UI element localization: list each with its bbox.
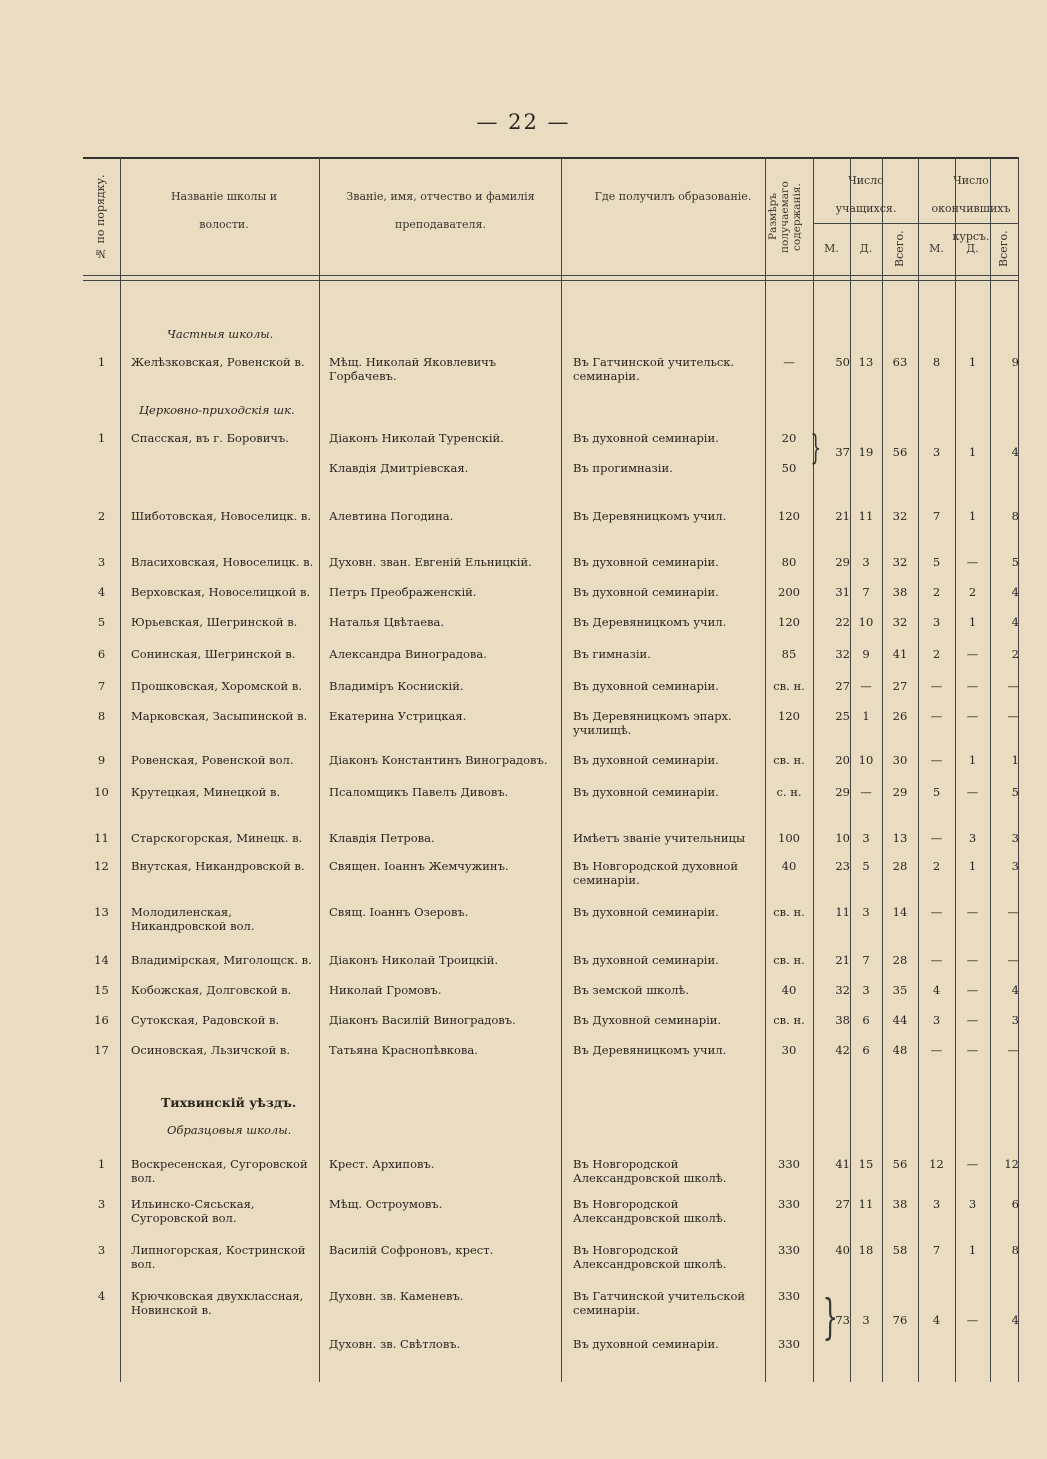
cell-gm: 4: [932, 983, 941, 997]
header-students-d: Д.: [859, 242, 873, 255]
cell-t: 14: [892, 905, 908, 919]
cell-school: Внутская, Никандровской в.: [131, 859, 305, 873]
cell-t: 32: [892, 509, 908, 523]
cell-d: 10: [858, 615, 874, 629]
cell-gd: —: [966, 555, 979, 569]
cell-teacher: Діаконъ Николай Троицкій.: [329, 953, 499, 967]
cell-num: 4: [97, 1289, 106, 1303]
cell-edu: Въ духовной семинаріи.: [573, 953, 719, 967]
cell-t: 38: [892, 585, 908, 599]
cell-gd: —: [966, 1013, 979, 1027]
cell-teacher: Екатерина Устрицкая.: [329, 709, 467, 723]
cell-edu: Въ Новгородской Александровской школѣ.: [573, 1157, 727, 1185]
cell-t: 28: [892, 953, 908, 967]
cell-teacher: Василій Софроновъ, крест.: [329, 1243, 494, 1257]
cell-d: —: [860, 785, 872, 799]
cell-teacher: Алевтина Погодина.: [329, 509, 454, 523]
cell-edu: Въ духовной семинаріи.: [573, 679, 719, 693]
cell-gd: —: [966, 953, 979, 967]
cell-num: 3: [97, 1197, 106, 1211]
header-graduates: Число окончившихъ курсъ.: [931, 174, 1011, 243]
cell-d: 5: [862, 859, 870, 873]
cell-gt: —: [1007, 905, 1019, 919]
cell-edu: Въ Гатчинской учительск. семинаріи.: [573, 355, 735, 383]
cell-num: 14: [94, 953, 109, 967]
cell-school: Осиновская, Льзичской в.: [131, 1043, 291, 1057]
cell-num: 12: [94, 859, 109, 873]
section-private: Частныя школы.: [167, 327, 274, 341]
cell-gm: 3: [932, 615, 941, 629]
cell-salary: св. н.: [773, 905, 805, 919]
cell-salary: —: [783, 355, 795, 369]
table: [83, 157, 1019, 1382]
header-graduates-m: М.: [929, 242, 944, 255]
cell-gm: 3: [932, 1197, 941, 1211]
cell-gm: —: [930, 953, 943, 967]
cell-teacher: Владиміръ Коснискій.: [329, 679, 464, 693]
cell-teacher: Александра Виноградова.: [329, 647, 487, 661]
cell-edu: Въ земской школѣ.: [573, 983, 690, 997]
cell-num: 1: [97, 431, 106, 445]
cell-school: Воскресенская, Сугоровской вол.: [131, 1157, 308, 1185]
cell-gd: —: [966, 647, 979, 661]
cell-gt: 2: [1011, 647, 1019, 661]
cell-edu: Въ Новгородской духовной семинаріи.: [573, 859, 739, 887]
cell-school: Власиховская, Новоселицк. в.: [131, 555, 314, 569]
cell-teacher: Духовн. зван. Евгеній Ельницкій.: [329, 555, 532, 569]
header-students: Число учащихся.: [835, 174, 897, 215]
header-salary: Размѣръ получаемаго содержанія.: [767, 181, 803, 253]
cell-salary: 120: [778, 509, 800, 523]
cell-gd: —: [966, 1043, 979, 1057]
cell-edu: Въ духовной семинаріи.: [573, 753, 719, 767]
cell-t: 32: [892, 555, 908, 569]
cell-school: Сутокская, Радовской в.: [131, 1013, 280, 1027]
cell-gd: 2: [968, 585, 977, 599]
cell-edu: Въ Деревяницкомъ учил.: [573, 509, 727, 523]
header-school: Названіе школы и волости.: [170, 190, 278, 231]
cell-edu: Въ духовной семинаріи.: [573, 905, 719, 919]
cell-m: 10: [835, 831, 850, 845]
cell-num: 13: [94, 905, 109, 919]
header-graduates-d: Д.: [966, 242, 979, 255]
cell-m: 32: [835, 647, 850, 661]
cell-gt: —: [1007, 679, 1019, 693]
cell-m: 27: [835, 679, 850, 693]
cell-edu: Имѣетъ званіе учительницы: [573, 831, 746, 845]
header-teacher: Званіе, имя, отчество и фамилія преподавателя.: [346, 190, 535, 231]
cell-school: Молодиленская, Никандровской вол.: [131, 905, 255, 933]
cell-edu: Въ духовной семинаріи.: [573, 785, 719, 799]
cell-d: 18: [858, 1243, 874, 1257]
cell-salary: с. н.: [776, 785, 802, 799]
cell-d: 10: [858, 753, 874, 767]
cell-teacher: Свящ. Іоаннъ Озеровъ.: [329, 905, 469, 919]
cell-salary: 120: [778, 615, 800, 629]
cell-gd: —: [966, 905, 979, 919]
cell-t: 30: [892, 753, 908, 767]
cell-m: 27: [835, 1197, 850, 1211]
header-students-total: Всего.: [893, 230, 906, 268]
cell-teacher: Мѣщ. Остроумовъ.: [329, 1197, 443, 1211]
cell-d: 7: [862, 953, 870, 967]
cell-m: 20: [835, 753, 850, 767]
cell-teacher: Псаломщикъ Павелъ Дивовъ.: [329, 785, 509, 799]
cell-salary: 330: [778, 1197, 800, 1211]
cell-school: Марковская, Засыпинской в.: [131, 709, 308, 723]
cell-gt: 12: [1004, 1157, 1019, 1171]
cell-num: 1: [97, 355, 106, 369]
cell-gd: —: [966, 983, 979, 997]
cell-teacher: Духовн. зв. Каменевъ.: [329, 1289, 464, 1303]
cell-m: 41: [835, 1157, 850, 1171]
col-rule: [561, 157, 562, 1382]
merged-gd: 1: [968, 445, 977, 459]
cell-school: Юрьевская, Шегринской в.: [131, 615, 298, 629]
cell-gd: 1: [968, 859, 977, 873]
cell-gm: —: [930, 1043, 943, 1057]
cell-gt: 3: [1011, 831, 1019, 845]
cell-salary: 330: [778, 1157, 800, 1171]
cell-t: 48: [892, 1043, 908, 1057]
cell-m: 23: [835, 859, 850, 873]
cell-gm: 8: [932, 355, 941, 369]
cell-salary: 330: [778, 1337, 800, 1351]
cell-m: 29: [835, 555, 850, 569]
cell-salary: 200: [778, 585, 800, 599]
cell-num: 4: [97, 585, 106, 599]
cell-t: 44: [892, 1013, 908, 1027]
cell-gm: 2: [932, 647, 941, 661]
cell-m: 21: [835, 509, 850, 523]
cell-m: 11: [835, 905, 850, 919]
cell-teacher: Николай Громовъ.: [329, 983, 442, 997]
cell-gm: —: [930, 831, 943, 845]
cell-gm: 5: [932, 555, 941, 569]
merged-gt: 4: [1011, 1313, 1019, 1327]
cell-teacher: Крест. Архиповъ.: [329, 1157, 435, 1171]
cell-d: 9: [862, 647, 870, 661]
cell-salary: св. н.: [773, 1013, 805, 1027]
header-graduates-total: Всего.: [997, 230, 1010, 268]
cell-d: 3: [862, 905, 870, 919]
cell-gm: —: [930, 679, 943, 693]
cell-salary: св. н.: [773, 753, 805, 767]
cell-gd: —: [966, 1157, 979, 1171]
cell-teacher: Священ. Іоаннъ Жемчужинъ.: [329, 859, 509, 873]
cell-gm: —: [930, 753, 943, 767]
cell-num: 3: [97, 1243, 106, 1257]
cell-school: Прошковская, Хоромской в.: [131, 679, 302, 693]
merged-gd: —: [966, 1313, 979, 1327]
cell-d: 3: [862, 831, 870, 845]
cell-edu: Въ духовной семинаріи.: [573, 555, 719, 569]
cell-num: 15: [94, 983, 109, 997]
cell-gt: 3: [1011, 1013, 1019, 1027]
cell-salary: 30: [781, 1043, 797, 1057]
cell-school: Владимірская, Миголощск. в.: [131, 953, 312, 967]
cell-t: 58: [892, 1243, 908, 1257]
cell-num: 1: [97, 1157, 106, 1171]
cell-school: Крючковская двухклассная, Новинской в.: [131, 1289, 304, 1317]
cell-m: 42: [835, 1043, 850, 1057]
cell-salary: 330: [778, 1243, 800, 1257]
cell-teacher: Діаконъ Василій Виноградовъ.: [329, 1013, 516, 1027]
brace: }: [810, 428, 822, 468]
cell-num: 6: [97, 647, 106, 661]
section-parish: Церковно-приходскія шк.: [139, 403, 295, 417]
cell-m: 22: [835, 615, 850, 629]
cell-edu: Въ гимназіи.: [573, 647, 651, 661]
cell-school: Липногорская, Костринской вол.: [131, 1243, 306, 1271]
cell-school: Ильинско-Сясьская, Сугоровской вол.: [131, 1197, 255, 1225]
cell-gd: —: [966, 709, 979, 723]
cell-edu: Въ Новгородской Александровской школѣ.: [573, 1243, 727, 1271]
table-top-rule: [83, 157, 1019, 159]
cell-salary: 50: [781, 461, 797, 475]
cell-salary: 120: [778, 709, 800, 723]
cell-d: 6: [862, 1013, 870, 1027]
merged-total: 56: [892, 445, 908, 459]
cell-gt: —: [1007, 709, 1019, 723]
cell-edu: Въ духовной семинаріи.: [573, 1337, 719, 1351]
cell-edu: Въ Деревяницкомъ эпарх. училищѣ.: [573, 709, 732, 737]
cell-t: 26: [892, 709, 908, 723]
cell-gt: 4: [1011, 615, 1019, 629]
cell-num: 10: [94, 785, 109, 799]
col-rule: [319, 157, 320, 1382]
header-students-m: М.: [824, 242, 839, 255]
cell-gt: 8: [1011, 509, 1019, 523]
cell-t: 28: [892, 859, 908, 873]
cell-t: 13: [892, 831, 908, 845]
section-tikhvin: Тихвинскій уѣздъ.: [161, 1095, 297, 1110]
cell-m: 50: [835, 355, 850, 369]
cell-gm: 7: [932, 509, 941, 523]
cell-salary: 100: [778, 831, 800, 845]
cell-m: 21: [835, 953, 850, 967]
header-num: № по порядку.: [94, 174, 107, 260]
cell-d: 13: [858, 355, 874, 369]
cell-gt: 5: [1011, 785, 1019, 799]
cell-school: Спасская, въ г. Боровичъ.: [131, 431, 289, 445]
cell-teacher: Татьяна Краснопѣвкова.: [329, 1043, 478, 1057]
brace: }: [822, 1289, 838, 1345]
cell-gt: 1: [1011, 753, 1019, 767]
cell-salary: св. н.: [773, 953, 805, 967]
cell-gd: 1: [968, 1243, 977, 1257]
cell-teacher: Наталья Цвѣтаева.: [329, 615, 445, 629]
cell-m: 38: [835, 1013, 850, 1027]
cell-gt: 4: [1011, 585, 1019, 599]
cell-edu: Въ духовной семинаріи.: [573, 585, 719, 599]
col-rule: [120, 157, 121, 1382]
cell-gt: —: [1007, 953, 1019, 967]
cell-gm: —: [930, 709, 943, 723]
header-bottom-rule-2: [83, 280, 1019, 281]
cell-teacher: Мѣщ. Николай Яковлевичъ Горбачевъ.: [329, 355, 497, 383]
cell-edu: Въ Новгородской Александровской школѣ.: [573, 1197, 727, 1225]
cell-num: 16: [94, 1013, 109, 1027]
cell-teacher: Діаконъ Николай Туренскій.: [329, 431, 504, 445]
cell-d: 1: [862, 709, 870, 723]
cell-salary: 40: [781, 859, 797, 873]
cell-gt: 8: [1011, 1243, 1019, 1257]
cell-num: 17: [94, 1043, 109, 1057]
cell-d: 3: [862, 983, 870, 997]
cell-teacher: Духовн. зв. Свѣтловъ.: [329, 1337, 461, 1351]
cell-d: 3: [862, 555, 870, 569]
merged-total: 76: [892, 1313, 908, 1327]
cell-m: 40: [835, 1243, 850, 1257]
cell-salary: 330: [778, 1289, 800, 1303]
cell-school: Сонинская, Шегринской в.: [131, 647, 296, 661]
cell-gd: 1: [968, 509, 977, 523]
merged-d: 3: [862, 1313, 870, 1327]
cell-d: 11: [858, 509, 874, 523]
cell-gd: 1: [968, 753, 977, 767]
cell-edu: Въ прогимназіи.: [573, 461, 673, 475]
cell-salary: 80: [781, 555, 797, 569]
section-model: Образцовыя школы.: [167, 1123, 292, 1137]
cell-d: 6: [862, 1043, 870, 1057]
cell-gt: —: [1007, 1043, 1019, 1057]
merged-gt: 4: [1011, 445, 1019, 459]
cell-salary: 20: [781, 431, 797, 445]
cell-gd: 1: [968, 355, 977, 369]
cell-d: 15: [858, 1157, 874, 1171]
merged-m: 37: [835, 445, 850, 459]
cell-t: 35: [892, 983, 908, 997]
cell-gm: —: [930, 905, 943, 919]
cell-school: Старскогорская, Минецк. в.: [131, 831, 303, 845]
cell-m: 29: [835, 785, 850, 799]
cell-t: 41: [892, 647, 908, 661]
cell-d: —: [860, 679, 872, 693]
cell-t: 56: [892, 1157, 908, 1171]
page-number: — 22 —: [476, 110, 571, 134]
cell-gd: —: [966, 785, 979, 799]
cell-teacher: Клавдія Дмитріевская.: [329, 461, 469, 475]
cell-gt: 5: [1011, 555, 1019, 569]
cell-school: Крутецкая, Минецкой в.: [131, 785, 281, 799]
cell-t: 27: [892, 679, 908, 693]
cell-school: Шиботовская, Новоселицк. в.: [131, 509, 312, 523]
merged-gm: 3: [932, 445, 941, 459]
cell-edu: Въ Деревяницкомъ учил.: [573, 1043, 727, 1057]
cell-gd: —: [966, 679, 979, 693]
cell-m: 32: [835, 983, 850, 997]
cell-m: 25: [835, 709, 850, 723]
cell-gd: 3: [968, 1197, 977, 1211]
cell-num: 9: [97, 753, 106, 767]
cell-gm: 12: [929, 1157, 944, 1171]
cell-num: 8: [97, 709, 106, 723]
header-bottom-rule: [83, 275, 1019, 276]
cell-gt: 6: [1011, 1197, 1019, 1211]
cell-d: 7: [862, 585, 870, 599]
merged-d: 19: [858, 445, 874, 459]
cell-teacher: Клавдія Петрова.: [329, 831, 435, 845]
cell-num: 11: [94, 831, 109, 845]
cell-school: Верховская, Новоселицкой в.: [131, 585, 311, 599]
cell-salary: 85: [781, 647, 797, 661]
cell-gd: 1: [968, 615, 977, 629]
header-education: Где получилъ образованіе.: [594, 190, 752, 203]
cell-gt: 3: [1011, 859, 1019, 873]
cell-edu: Въ Деревяницкомъ учил.: [573, 615, 727, 629]
cell-gd: 3: [968, 831, 977, 845]
cell-gm: 3: [932, 1013, 941, 1027]
cell-edu: Въ Духовной семинаріи.: [573, 1013, 722, 1027]
cell-teacher: Петръ Преображенскій.: [329, 585, 477, 599]
cell-t: 38: [892, 1197, 908, 1211]
cell-num: 7: [97, 679, 106, 693]
cell-gm: 2: [932, 859, 941, 873]
cell-num: 3: [97, 555, 106, 569]
cell-t: 29: [892, 785, 908, 799]
cell-gm: 2: [932, 585, 941, 599]
merged-m: 73: [835, 1313, 850, 1327]
cell-school: Ровенская, Ровенской вол.: [131, 753, 294, 767]
cell-edu: Въ Гатчинской учительской семинаріи.: [573, 1289, 746, 1317]
cell-school: Желѣзковская, Ровенской в.: [131, 355, 305, 369]
cell-salary: св. н.: [773, 679, 805, 693]
merged-gm: 4: [932, 1313, 941, 1327]
cell-gm: 7: [932, 1243, 941, 1257]
cell-school: Кобожская, Долговской в.: [131, 983, 292, 997]
cell-salary: 40: [781, 983, 797, 997]
cell-num: 2: [97, 509, 106, 523]
cell-num: 5: [97, 615, 106, 629]
cell-m: 31: [835, 585, 850, 599]
cell-edu: Въ духовной семинаріи.: [573, 431, 719, 445]
cell-gt: 4: [1011, 983, 1019, 997]
cell-t: 32: [892, 615, 908, 629]
cell-d: 11: [858, 1197, 874, 1211]
cell-gm: 5: [932, 785, 941, 799]
cell-teacher: Діаконъ Константинъ Виноградовъ.: [329, 753, 548, 767]
cell-gt: 9: [1011, 355, 1019, 369]
cell-t: 63: [892, 355, 908, 369]
